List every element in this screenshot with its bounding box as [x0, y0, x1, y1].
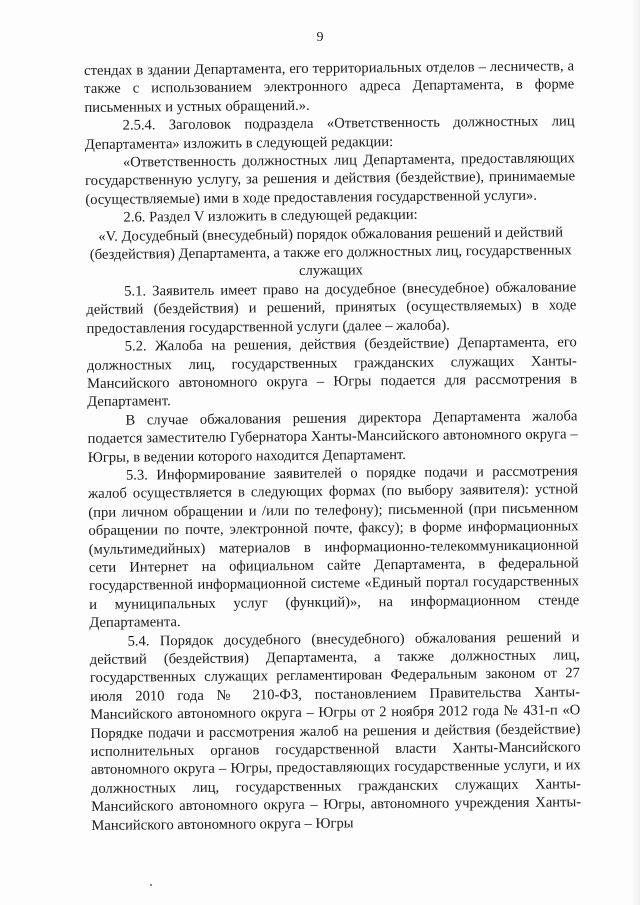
paragraph-5-2: 5.2. Жалоба на решения, действия (бездействие) Департамента, его должностных лиц, государственных гражданских служащих Ханты-Мансийского автономного округа – Югры подается для рассмотрения в Департамент.: [86, 334, 578, 411]
page-number: 9: [316, 30, 324, 45]
paragraph-5-3: 5.3. Информирование заявителей о порядке подачи и рассмотрения жалоб осуществляется в следующих формах (по выбору заявителя): устной (при личном обращении и /или по телефону); письменной (при письменном обращении по почте, электронной почте, факсу); в форме информационных (мультимедийных) материалов в информационно-телекоммуникационной сети Интернет на официальном сайте Департамента, в федеральной государственной информационной системе «Единый портал государственных и муниципальных услуг (функций)», на информационном стенде Департамента.: [88, 463, 580, 632]
paragraph-5-1: 5.1. Заявитель имеет право на досудебное (внесудебное) обжалование действий (бездействия) и решений, принятых (осуществляемых) в ходе предоставления государственной услуги (далее – жалоба).: [86, 279, 577, 337]
paragraph-continuation: стендах в здании Департамента, его территориальных отделов – лесничеств, а также с использованием электронного адреса Департамента, в форме письменных и устных обращений.».: [84, 58, 575, 116]
paragraph-quoted-title: «Ответственность должностных лиц Департамента, предоставляющих государственную услугу, за решения и действия (бездействие), принимаемые (осуществляемые) ими в ходе предоставления государственной услуги».: [85, 150, 576, 208]
paragraph-2-5-4: 2.5.4. Заголовок подраздела «Ответственность должностных лиц Департамента» изложить в следующей редакции:: [84, 113, 575, 153]
section-v-heading: «V. Досудебный (внесудебный) порядок обжалования решений и действий (бездействия) Департамента, а также его должностных лиц, государственных служащих: [89, 224, 572, 280]
page-edge-shadow: [632, 0, 640, 905]
scan-speck: [150, 884, 152, 886]
document-body: [84, 57, 581, 835]
paragraph-2-6: 2.6. Раздел V изложить в следующей редакции:: [123, 207, 418, 226]
paragraph-5-4: 5.4. Порядок досудебного (внесудебного) обжалования решений и действий (бездействия) Департамента, а также должностных лиц, государственных служащих регламентирован Федеральным законом от 27 июля 2010 года № 210-ФЗ, постановлением Правительства Ханты-Мансийского автономного округа – Югры от 2 ноября 2012 года № 431-п «О Порядке подачи и рассмотрения жалоб на решения и действия (бездействие) исполнительных органов государственной власти Ханты-Мансийского автономного округа – Югры, предоставляющих государственные услуги, и их должностных лиц, государственных гражданских служащих Ханты-Мансийского автономного округа – Югры, автономного учреждения Ханты-Мансийского автономного округа – Югры: [89, 628, 582, 834]
paragraph-5-2-cont: В случае обжалования решения директора Департамента жалоба подается заместителю Губернатора Ханты-Мансийского автономного округа – Югры, в ведении которого находится Департамент.: [87, 407, 578, 466]
